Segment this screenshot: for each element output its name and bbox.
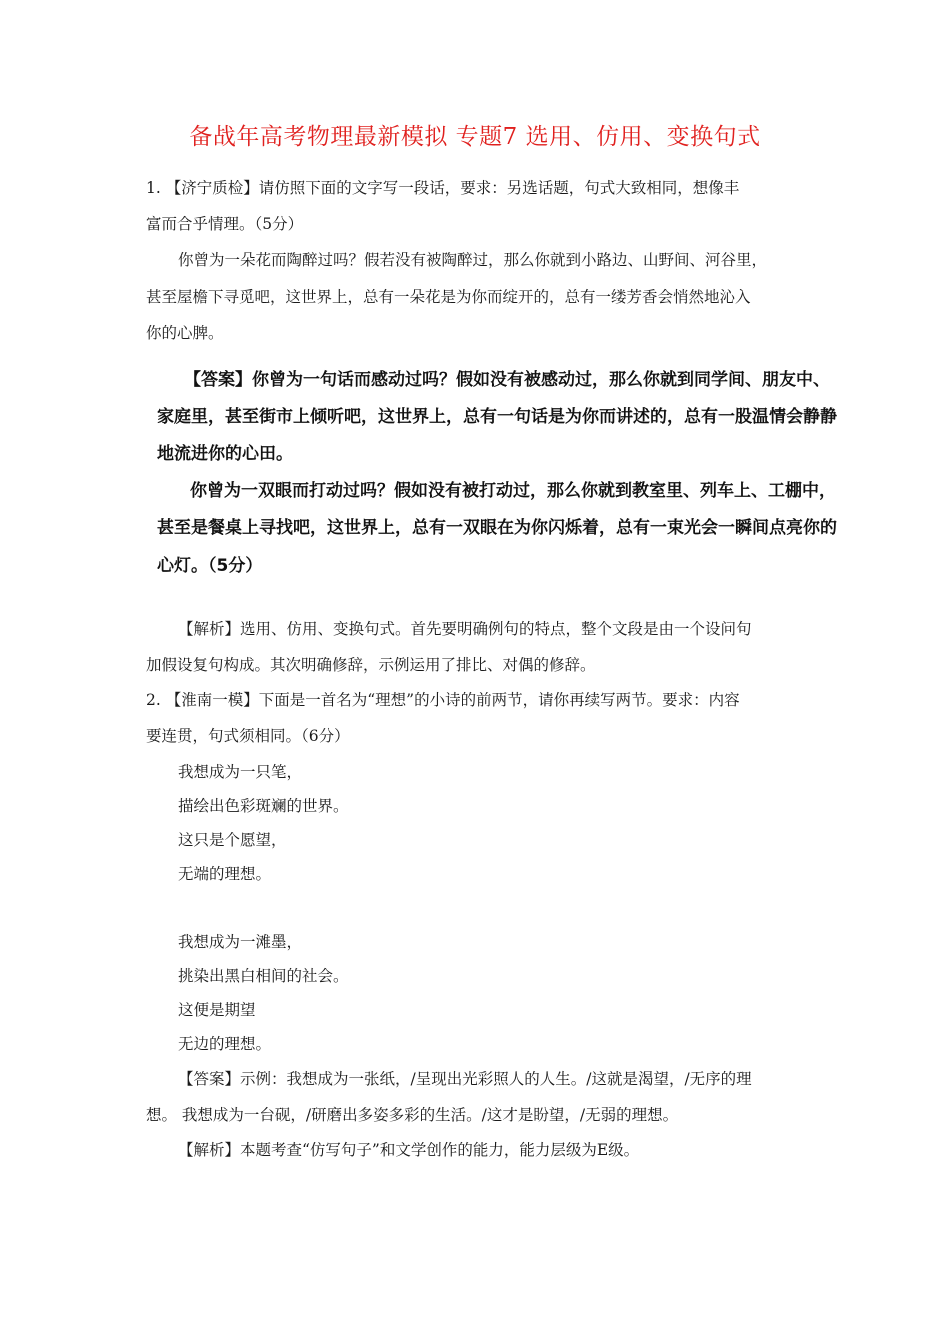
- q2-poem-stanza-1-line-4: 无端的理想。: [178, 865, 272, 883]
- q1-prompt-line-1: 1. 【济宁质检】请仿照下面的文字写一段话，要求：另选话题，句式大致相同，想像丰: [146, 179, 740, 197]
- q1-analysis-line-2: 加假设复句构成。其次明确修辞，示例运用了排比、对偶的修辞。: [146, 656, 596, 674]
- q1-answer-line-3: 地流进你的心田。: [157, 444, 293, 464]
- q2-poem-stanza-1-line-1: 我想成为一只笔，: [178, 763, 303, 781]
- q1-passage-line-1: 你曾为一朵花而陶醉过吗？假若没有被陶醉过，那么你就到小路边、山野间、河谷里，: [178, 251, 768, 269]
- q1-answer-line-4: 你曾为一双眼而打动过吗？假如没有被打动过，那么你就到教室里、列车上、工棚中，: [190, 481, 836, 501]
- q2-answer-line-2: 想。 我想成为一台砚，/研磨出多姿多彩的生活。/这才是盼望，/无弱的理想。: [146, 1106, 679, 1124]
- q1-answer-line-1: 【答案】你曾为一句话而感动过吗？假如没有被感动过，那么你就到同学间、朋友中、: [184, 370, 830, 390]
- q1-prompt-line-2: 富而合乎情理。（5分）: [146, 215, 304, 233]
- q2-poem-stanza-2-line-2: 挑染出黑白相间的社会。: [178, 967, 349, 985]
- q2-prompt-line-1: 2. 【淮南一模】下面是一首名为“理想”的小诗的前两节，请你再续写两节。要求：内容: [146, 691, 740, 709]
- document-title: 备战年高考物理最新模拟 专题7 选用、仿用、变换句式: [189, 124, 761, 150]
- q1-passage-line-3: 你的心脾。: [146, 324, 224, 342]
- q1-answer-line-2: 家庭里，甚至街市上倾听吧，这世界上，总有一句话是为你而讲述的，总有一股温情会静静: [157, 407, 837, 427]
- q2-prompt-line-2: 要连贯，句式须相同。（6分）: [146, 727, 350, 745]
- q1-passage-line-2: 甚至屋檐下寻觅吧，这世界上，总有一朵花是为你而绽开的，总有一缕芳香会悄然地沁入: [146, 288, 751, 306]
- q2-answer-line-1: 【答案】示例：我想成为一张纸，/呈现出光彩照人的人生。/这就是渴望，/无序的理: [178, 1070, 752, 1088]
- q2-poem-stanza-1-line-3: 这只是个愿望，: [178, 831, 287, 849]
- q2-poem-stanza-2-line-1: 我想成为一滩墨，: [178, 933, 303, 951]
- q2-poem-stanza-1-line-2: 描绘出色彩斑斓的世界。: [178, 797, 349, 815]
- q2-poem-stanza-2-line-3: 这便是期望: [178, 1001, 256, 1019]
- q2-analysis: 【解析】本题考查“仿写句子”和文学创作的能力，能力层级为E级。: [178, 1141, 640, 1159]
- q1-analysis-line-1: 【解析】选用、仿用、变换句式。首先要明确例句的特点，整个文段是由一个设问句: [178, 620, 752, 638]
- q1-answer-line-6: 心灯。（5分）: [157, 556, 263, 576]
- q1-answer-line-5: 甚至是餐桌上寻找吧，这世界上，总有一双眼在为你闪烁着，总有一束光会一瞬间点亮你的: [157, 518, 837, 538]
- q2-poem-stanza-2-line-4: 无边的理想。: [178, 1035, 272, 1053]
